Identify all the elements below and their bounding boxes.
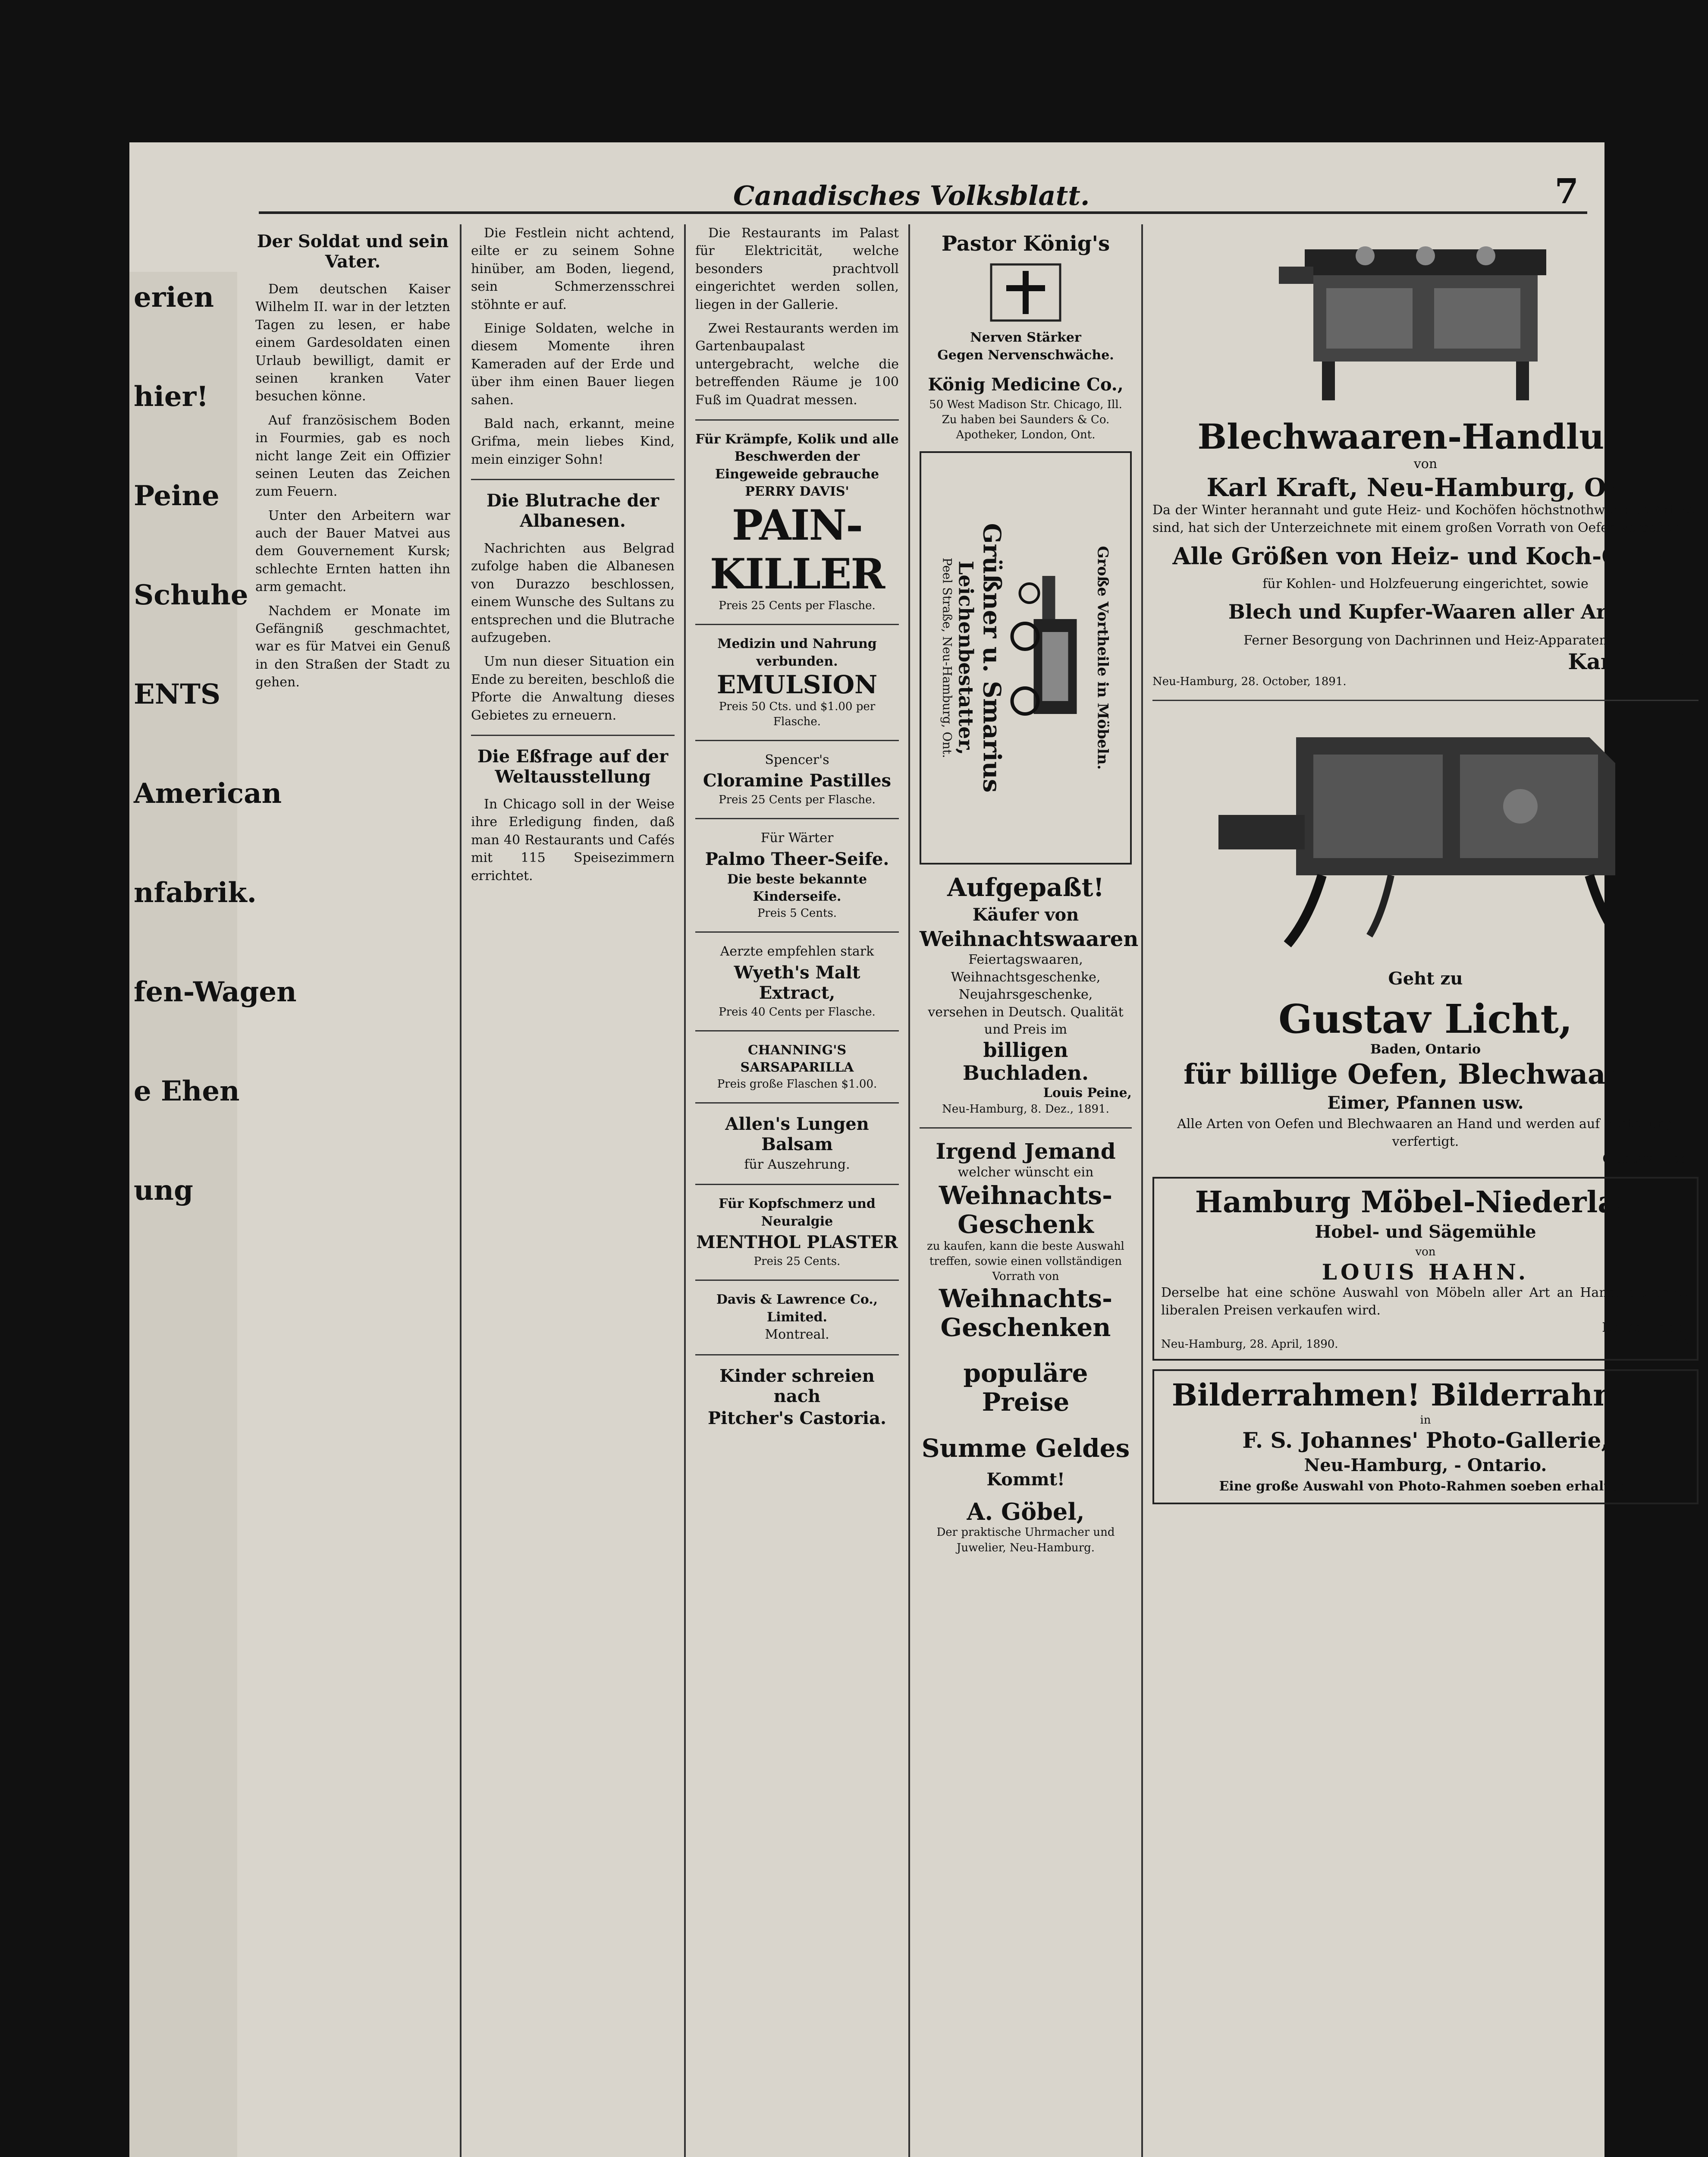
fragment-word: hier! [134,380,209,413]
ad-headline: Hamburg Möbel-Niederlage [1195,1185,1656,1220]
column-1 [246,224,462,2157]
ad-in: in [1420,1413,1431,1427]
ad-city: Baden, Ontario [1370,1042,1481,1057]
ad-signer: Louis Peine, [1043,1085,1132,1101]
ad-line: populäre Preise [963,1358,1088,1417]
ad-date: Neu-Hamburg, 8. Dez., 1891. [942,1103,1109,1116]
article-paragraph: In Chicago soll in der Weise ihre Erledigung finden, daß man 40 Restaurants und Cafés mit 115 Speisezimmern errichtet. [471,796,675,884]
castoria-line: Pitcher's Castoria. [708,1408,886,1428]
ad-text: Derselbe hat eine schöne Auswahl von Möbeln aller Art an Hand, die er zu liberalen Preisen verkaufen wird. [1161,1285,1690,1318]
ad-intro: Da der Winter herannaht und gute Heiz- und Kochöfen höchstnothwendige Artikel sind, hat sich der Unterzeichnete mit einem großen Vorrath von Oefen versehen. [1152,503,1699,535]
ad-city: Neu-Hamburg, - Ontario. [1304,1455,1547,1476]
ad-intro: Medizin und Nahrung verbunden. [717,636,877,669]
ad-name: LOUIS HAHN. [1322,1259,1529,1285]
fragment-word: ung [134,1174,193,1207]
main-page [242,142,1699,2157]
ad-price: Preis 25 Cents. [754,1255,841,1268]
ad-price: Preis 25 Cents per Flasche. [719,599,876,612]
ad-product: MENTHOL PLASTER [696,1232,898,1253]
ad-address: 50 West Madison Str. Chicago, Ill. [929,398,1122,412]
article-heading: Die Blutrache der Albanesen. [486,491,659,531]
ad-line: Blech und Kupfer-Waaren aller Art. [1228,600,1623,623]
fragment-word: Schuhe [134,579,248,611]
column-4 [910,224,1143,2157]
ad-price: Preis 40 Cents per Flasche. [719,1005,876,1019]
ad-line: Ferner Besorgung von Dachrinnen und Heiz-Apparaten [1243,632,1608,648]
ad-signer: Gustav Licht. [1602,1151,1699,1167]
ad-line: billigen Buchladen. [963,1038,1089,1085]
undertaker-ad [920,451,1132,865]
ad-line: Weihnachts- [939,1181,1113,1211]
divider [695,1184,899,1185]
ad-item: Feiertagswaaren, [968,952,1083,968]
ad-line: Weihnachts- [939,1283,1113,1313]
christmas-goods-ad [920,873,1139,1117]
divider [695,419,899,421]
undertaker-ad-rotated [940,464,1111,852]
divider [695,931,899,933]
johannes-ad [1152,1369,1699,1504]
ad-line: von [1415,1245,1436,1258]
ad-product: PAIN-KILLER [710,500,885,598]
ad-trade: Leichenbestatter, [954,561,978,755]
divider [920,1127,1132,1129]
column-3 [686,224,910,2157]
divider [695,740,899,741]
page-number: 7 [1554,171,1579,211]
castoria-line: Kinder schreien nach [719,1365,875,1406]
konig-ad [920,232,1132,443]
malt-ad [695,943,899,1020]
ad-headline: Aufgepaßt! [947,873,1105,902]
divider [1152,700,1699,701]
ad-intro: Aerzte empfehlen stark [720,944,874,959]
ad-headline: Bilderrahmen! Bilderrahmen! [1171,1377,1680,1413]
ad-line: Geschenken [940,1312,1111,1342]
ad-item: Neujahrsgeschenke, [958,987,1093,1003]
ad-von: von [1413,456,1438,472]
article-paragraph: Nachdem er Monate im Gefängniß geschmachtet, war es für Matvei ein Genuß in den Straßen der Stadt zu gehen. [255,603,450,690]
ad-line: Kommt! [986,1469,1065,1490]
ad-intro: Für Krämpfe, Kolik und alle Beschwerden der Eingeweide gebrauche [695,431,899,482]
ad-text: Alle Arten von Oefen und Blechwaaren an Hand und werden auf Bestellung verfertigt. [1177,1116,1674,1149]
ad-name: Gustav Licht, [1278,995,1573,1042]
ad-line: Hobel- und Sägemühle [1315,1221,1536,1242]
divider [695,1030,899,1031]
plaster-ad [695,1195,899,1269]
balsam-ad [695,1114,899,1174]
sarsaparilla-ad [695,1042,899,1092]
article-paragraph: Unter den Arbeitern war auch der Bauer Matvei aus dem Gouvernement Kursk; schlechte Ernten hatten ihn arm gemacht. [255,508,450,595]
ad-note: Die beste bekannte Kinderseife. [727,871,867,905]
ad-brand: Spencer's [765,752,829,767]
article-paragraph: Einige Soldaten, welche in diesem Momente ihren Kameraden auf der Erde und über ihm einen Bauer liegen sahen. [471,321,675,408]
ad-text: versehen in Deutsch. Qualität und Preis im [928,1004,1124,1038]
fragment-word: e Ehen [134,1075,240,1107]
ad-headline: Blechwaaren-Handlung [1197,416,1654,457]
ad-trade: Der praktische Uhrmacher und Juwelier, Neu-Hamburg. [936,1526,1115,1554]
ad-heading: Große Vortheile in Möbeln. [1094,546,1111,770]
ad-product: Palmo Theer-Seife. [705,849,889,869]
ad-line: Geschenk [958,1209,1094,1239]
ad-product: Cloramine Pastilles [703,770,892,791]
fragment-word: fen-Wagen [134,976,297,1008]
article-heading: Die Eßfrage auf der Weltausstellung [477,746,669,787]
divider [695,818,899,819]
emulsion-ad [695,635,899,729]
divider [471,735,675,736]
divider [695,1102,899,1104]
article-paragraph: Zwei Restaurants werden im Gartenbaupalast untergebracht, welche die betreffenden Räume je 100 Fuß im Quadrat messen. [695,321,899,408]
davis-ad [695,1291,899,1344]
ad-item: Weihnachtsgeschenke, [951,969,1101,985]
ad-address: Peel Straße, Neu-Hamburg, Ont. [940,558,954,758]
left-page-fragment [129,272,297,2157]
hearse-icon [1008,567,1094,748]
ad-product: Allen's Lungen Balsam [725,1113,869,1154]
ad-name: F. S. Johannes' Photo-Gallerie, [1242,1427,1609,1453]
newspaper-title: Canadisches Volksblatt. [733,180,1090,211]
fragment-word: Peine [134,480,220,512]
ad-footer [1161,1337,1690,1352]
ad-line: Weihnachtswaaren [920,927,1139,952]
cooking-range-icon [1270,232,1581,413]
article-paragraph: Nachrichten aus Belgrad zufolge haben die Albanesen von Durazzo beschlossen, einem Wunsche des Sultans zu entsprechen und die Blutrache aufzugeben. [471,541,675,646]
ad-intro: Für Kopfschmerz und Neuralgie [719,1196,876,1229]
soap-ad [695,830,899,921]
ad-line: Käufer von [972,905,1079,925]
ad-line: Summe Geldes [921,1433,1130,1463]
hahn-ad [1152,1177,1699,1361]
ad-price: Preis 5 Cents. [757,906,837,920]
ad-agents: Zu haben bei Saunders & Co. Apotheker, London, Ont. [942,413,1110,442]
ad-intro: Für Wärter [760,830,834,846]
ad-text: Eine große Auswahl von Photo-Rahmen soeben erhalten. [1219,1479,1632,1494]
fragment-word: erien [134,281,214,314]
ad-company: König Medicine Co., [928,374,1124,395]
ad-name: Grüßner u. Smarius [977,523,1006,793]
article-paragraph: Bald nach, erkannt, meine Grifma, mein liebes Kind, mein einziger Sohn! [471,416,675,467]
ad-note: für Auszehrung. [744,1157,850,1172]
divider [695,1280,899,1281]
ad-line: Eimer, Pfannen usw. [1327,1093,1524,1113]
article-paragraph: Auf französischem Boden in Fourmies, gab es noch nicht lange Zeit ein Offizier seinen Leuten das Zeichen zum Feuern. [255,412,450,500]
ad-text: zu kaufen, kann die beste Auswahl treffen, sowie einen vollständigen Vorrath von [927,1239,1124,1283]
fragment-word: American [134,777,282,810]
ad-date: Neu-Hamburg, 28. April, 1890. [1161,1337,1338,1351]
ad-brand: Pastor König's [941,232,1110,256]
ad-name: Karl Kraft, Neu-Hamburg, Ont. [1206,472,1645,502]
ad-product: Wyeth's Malt Extract, [734,962,860,1003]
ad-line: welcher wünscht ein [958,1164,1094,1180]
divider [695,624,899,625]
ad-number: 18 [1674,1337,1690,1351]
cross-emblem-icon [987,260,1064,325]
ad-city: Montreal. [765,1327,829,1343]
masthead [259,155,1587,214]
divider [471,479,675,480]
article-paragraph: Die Restaurants im Palast für Elektricität, welche besonders prachtvoll eingerichtet werden sollen, liegen in der Gallerie. [695,226,899,312]
fragment-word: nfabrik. [134,877,257,909]
licht-ad [1152,711,1699,1168]
ad-product: CHANNING'S SARSAPARILLA [740,1042,854,1075]
parlor-stove-icon [1210,711,1641,962]
fragment-word: ENTS [134,678,221,711]
article-paragraph: Um nun dieser Situation ein Ende zu bereiten, beschloß die Pforte die Anwaltung dieses Gebietes zu erneuern. [471,654,675,723]
ad-line: Alle Größen von Heiz- und Koch-Oefen [1172,542,1679,570]
ad-price: Preis 50 Cts. und $1.00 per Flasche. [719,700,876,728]
ad-price: Preis 25 Cents per Flasche. [719,793,876,807]
divider [695,1354,899,1355]
ad-intro: Geht zu [1388,968,1463,989]
ad-brand: PERRY DAVIS' [745,484,849,500]
ad-name: A. Göbel, [967,1498,1085,1526]
column-2 [462,224,686,2157]
kraft-ad [1152,232,1699,689]
gobel-ad [920,1139,1132,1555]
ad-line: Irgend Jemand [936,1138,1116,1164]
column-5 [1143,224,1708,2157]
ad-product: EMULSION [716,670,878,699]
ad-name: Davis & Lawrence Co., Limited. [716,1292,878,1325]
newspaper-page [129,142,1699,2157]
article-paragraph: Die Festlein nicht achtend, eilte er zu seinem Sohne hinüber, am Boden, liegend, sein Schmerzensschrei stöhnte er auf. [471,226,675,312]
ad-product: Nerven Stärker [970,330,1081,346]
ad-signer: Louis Hahn. [1602,1320,1690,1336]
painkiller-ad [695,431,899,613]
article-heading: Der Soldat und sein Vater. [257,231,449,272]
pastilles-ad [695,751,899,808]
ad-tagline: Gegen Nervenschwäche. [937,347,1114,363]
ad-line: für Kohlen- und Holzfeuerung eingerichtet, sowie [1262,576,1589,592]
ad-date: Neu-Hamburg, 28. October, 1891. [1152,675,1347,688]
ad-price: Preis große Flaschen $1.00. [717,1077,877,1091]
article-paragraph: Dem deutschen Kaiser Wilhelm II. war in der letzten Tagen zu lesen, er habe einem Gardesoldaten einen Urlaub bewilligt, damit er seinen kranken Vater besuchen könne. [255,282,450,404]
ad-line: für billige Oefen, Blechwaaren, [1184,1058,1667,1091]
ad-signer: Karl Kraft. [1568,649,1699,675]
